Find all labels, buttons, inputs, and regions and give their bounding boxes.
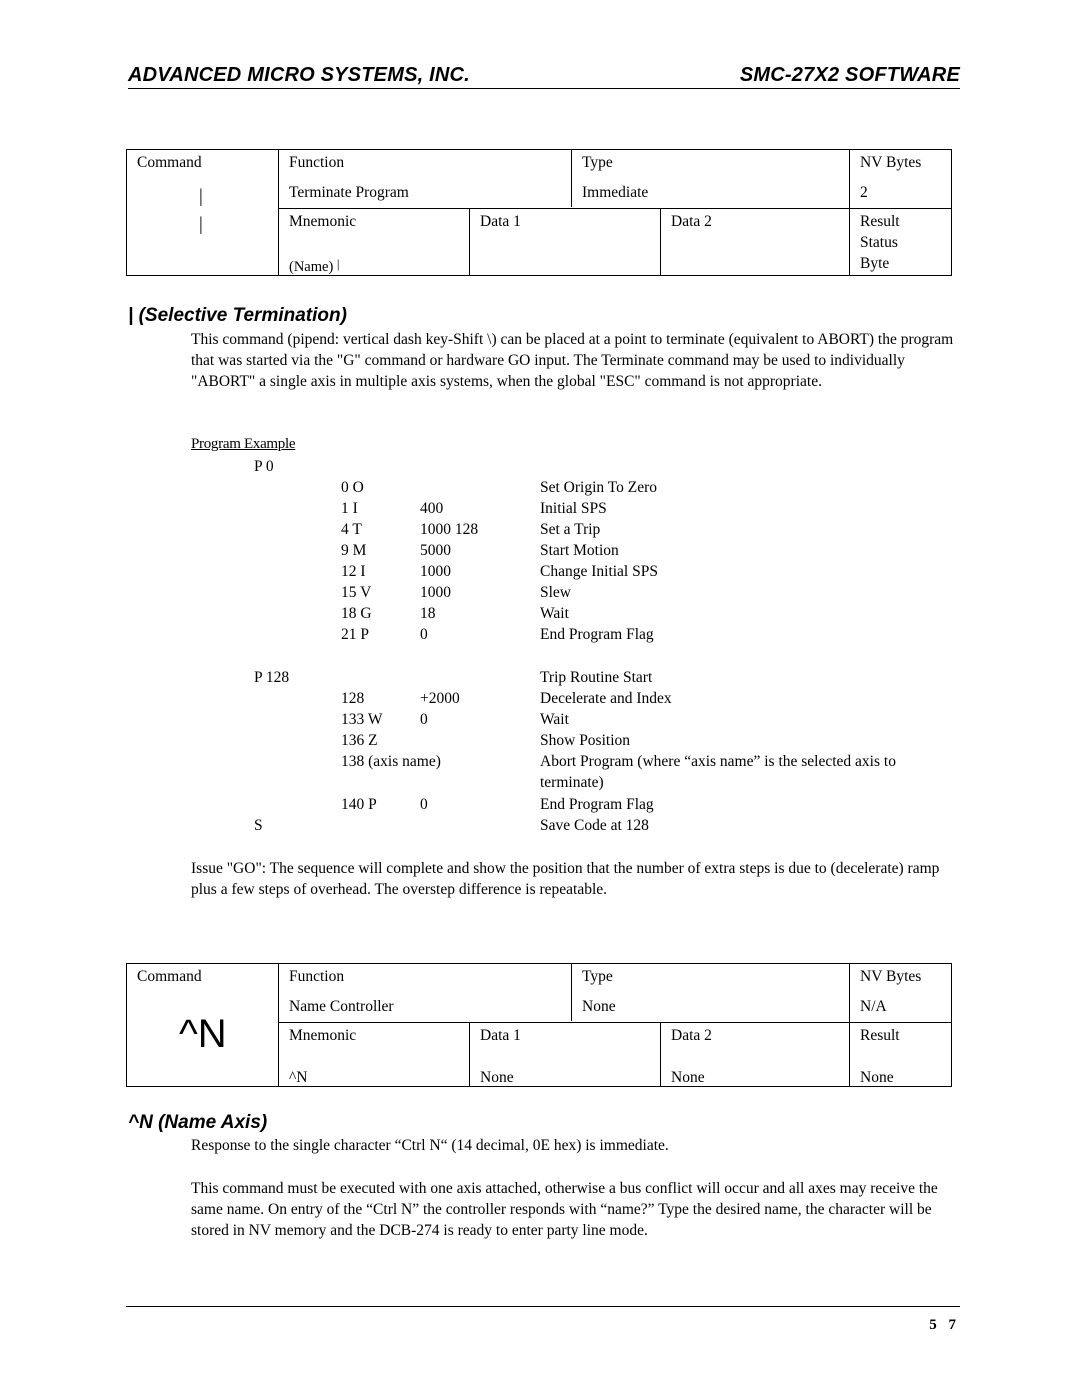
program-description: Show Position (540, 732, 631, 749)
result-value: None (860, 1069, 894, 1086)
section-heading-name-axis: ^N (Name Axis) (128, 1112, 268, 1133)
program-listing (0, 456, 1080, 846)
program-line (0, 794, 1080, 815)
program-value: 1000 (420, 563, 451, 580)
command-glyph: | (199, 186, 203, 207)
program-description: Trip Routine Start (540, 669, 653, 686)
program-label: P 0 (254, 458, 274, 475)
mnemonic-value: (Name) | (289, 256, 340, 275)
nv-bytes-label: NV Bytes (860, 154, 922, 171)
command-glyph-2: | (199, 214, 203, 235)
header-rule (128, 88, 960, 89)
program-address: 4 T (341, 521, 362, 538)
page-number: 5 7 (929, 1317, 960, 1333)
data1-label: Data 1 (480, 1027, 521, 1044)
program-address: 138 (axis name) (341, 753, 441, 770)
result-label: Result (860, 1027, 900, 1044)
program-line (0, 582, 1080, 603)
program-address: 0 O (341, 479, 364, 496)
program-value: 0 (420, 711, 428, 728)
program-line (0, 815, 1080, 836)
program-label: P 128 (254, 669, 290, 686)
program-line (0, 751, 1080, 772)
program-line (0, 667, 1080, 688)
result-line2: Status (860, 234, 898, 251)
program-address: 9 M (341, 542, 367, 559)
program-description: Set Origin To Zero (540, 479, 658, 496)
program-value: 400 (420, 500, 444, 517)
program-label: S (254, 817, 263, 834)
data2-label: Data 2 (671, 213, 712, 230)
mnemonic-glyph: | (336, 256, 340, 271)
program-address: 1 I (341, 500, 358, 517)
program-value: 1000 (420, 584, 451, 601)
program-address: 128 (341, 690, 365, 707)
program-line (0, 603, 1080, 624)
nv-bytes-value: N/A (860, 998, 887, 1015)
program-value: 18 (420, 605, 436, 622)
program-line (0, 540, 1080, 561)
program-line (0, 456, 1080, 477)
program-line (0, 519, 1080, 540)
command-glyph: ^N (179, 1012, 227, 1056)
data2-value: None (671, 1069, 705, 1086)
data2-label: Data 2 (671, 1027, 712, 1044)
result-label: Result (860, 213, 900, 230)
function-label: Function (289, 154, 345, 171)
program-description: Wait (540, 605, 569, 622)
program-description: Initial SPS (540, 500, 607, 517)
program-example-title: Program Example (191, 436, 296, 452)
mnemonic-label: Mnemonic (289, 1027, 357, 1044)
program-description: Abort Program (where “axis name” is the selected axis to (540, 753, 896, 770)
program-value: +2000 (420, 690, 460, 707)
program-address: 136 Z (341, 732, 378, 749)
section2-paragraph1: Response to the single character “Ctrl N“ (14 decimal, 0E hex) is immediate. (191, 1137, 669, 1154)
product-name: SMC-27X2 SOFTWARE (739, 64, 960, 86)
function-value: Name Controller (289, 998, 394, 1015)
command-box-terminate (126, 149, 952, 276)
type-label: Type (582, 968, 613, 985)
nv-bytes-label: NV Bytes (860, 968, 922, 985)
type-label: Type (582, 154, 613, 171)
program-description: End Program Flag (540, 796, 654, 813)
program-value: 0 (420, 626, 428, 643)
program-address: 21 P (341, 626, 369, 643)
mnemonic-label: Mnemonic (289, 213, 357, 230)
program-description: terminate) (540, 774, 604, 791)
program-value: 5000 (420, 542, 451, 559)
data1-label: Data 1 (480, 213, 521, 230)
program-address: 140 P (341, 796, 377, 813)
program-description: Wait (540, 711, 569, 728)
program-description: Change Initial SPS (540, 563, 658, 580)
program-address: 133 W (341, 711, 383, 728)
issue-go-paragraph: Issue "GO": The sequence will complete and show the position that the number of extra steps is due to (decelerate) ramp plus a few steps of overhead. The overstep difference is repeatable. (191, 860, 940, 898)
program-description: End Program Flag (540, 626, 654, 643)
program-line (0, 624, 1080, 645)
program-description: Save Code at 128 (540, 817, 649, 834)
function-label: Function (289, 968, 345, 985)
program-address: 15 V (341, 584, 372, 601)
program-description: Decelerate and Index (540, 690, 672, 707)
program-address: 18 G (341, 605, 372, 622)
program-line (0, 688, 1080, 709)
program-line (0, 498, 1080, 519)
program-line (0, 477, 1080, 498)
company-name: ADVANCED MICRO SYSTEMS, INC. (128, 64, 470, 86)
nv-bytes-value: 2 (860, 184, 868, 201)
program-line (0, 709, 1080, 730)
program-address: 12 I (341, 563, 366, 580)
program-line (0, 561, 1080, 582)
command-label: Command (137, 154, 202, 171)
footer-rule (126, 1306, 960, 1307)
mnemonic-value: ^N (289, 1069, 308, 1086)
command-box-name-controller (126, 963, 952, 1087)
program-line (0, 772, 1080, 793)
section1-paragraph: This command (pipend: vertical dash key-Shift \) can be placed at a point to terminate (equivalent to ABORT) the program that was started via the "G" command or hardware GO input. The Terminate command may be used to individually "ABORT" a single axis in multiple axis systems, when the global "ESC" command is not appropriate. (191, 331, 954, 390)
data1-value: None (480, 1069, 514, 1086)
program-value: 1000 128 (420, 521, 479, 538)
section-heading-selective-termination: | (Selective Termination) (128, 305, 347, 326)
section2-paragraph2: This command must be executed with one axis attached, otherwise a bus conflict will occur and all axes may receive the same name. On entry of the “Ctrl N” the controller responds with “name?” Type the desired name, the character will be stored in NV memory and the DCB-274 is ready to enter party line mode. (191, 1180, 938, 1239)
program-description: Start Motion (540, 542, 619, 559)
function-value: Terminate Program (289, 184, 409, 201)
result-line3: Byte (860, 255, 890, 272)
command-label: Command (137, 968, 202, 985)
type-value: None (582, 998, 616, 1015)
type-value: Immediate (582, 184, 649, 201)
program-description: Set a Trip (540, 521, 601, 538)
program-line (0, 730, 1080, 751)
program-description: Slew (540, 584, 571, 601)
program-value: 0 (420, 796, 428, 813)
